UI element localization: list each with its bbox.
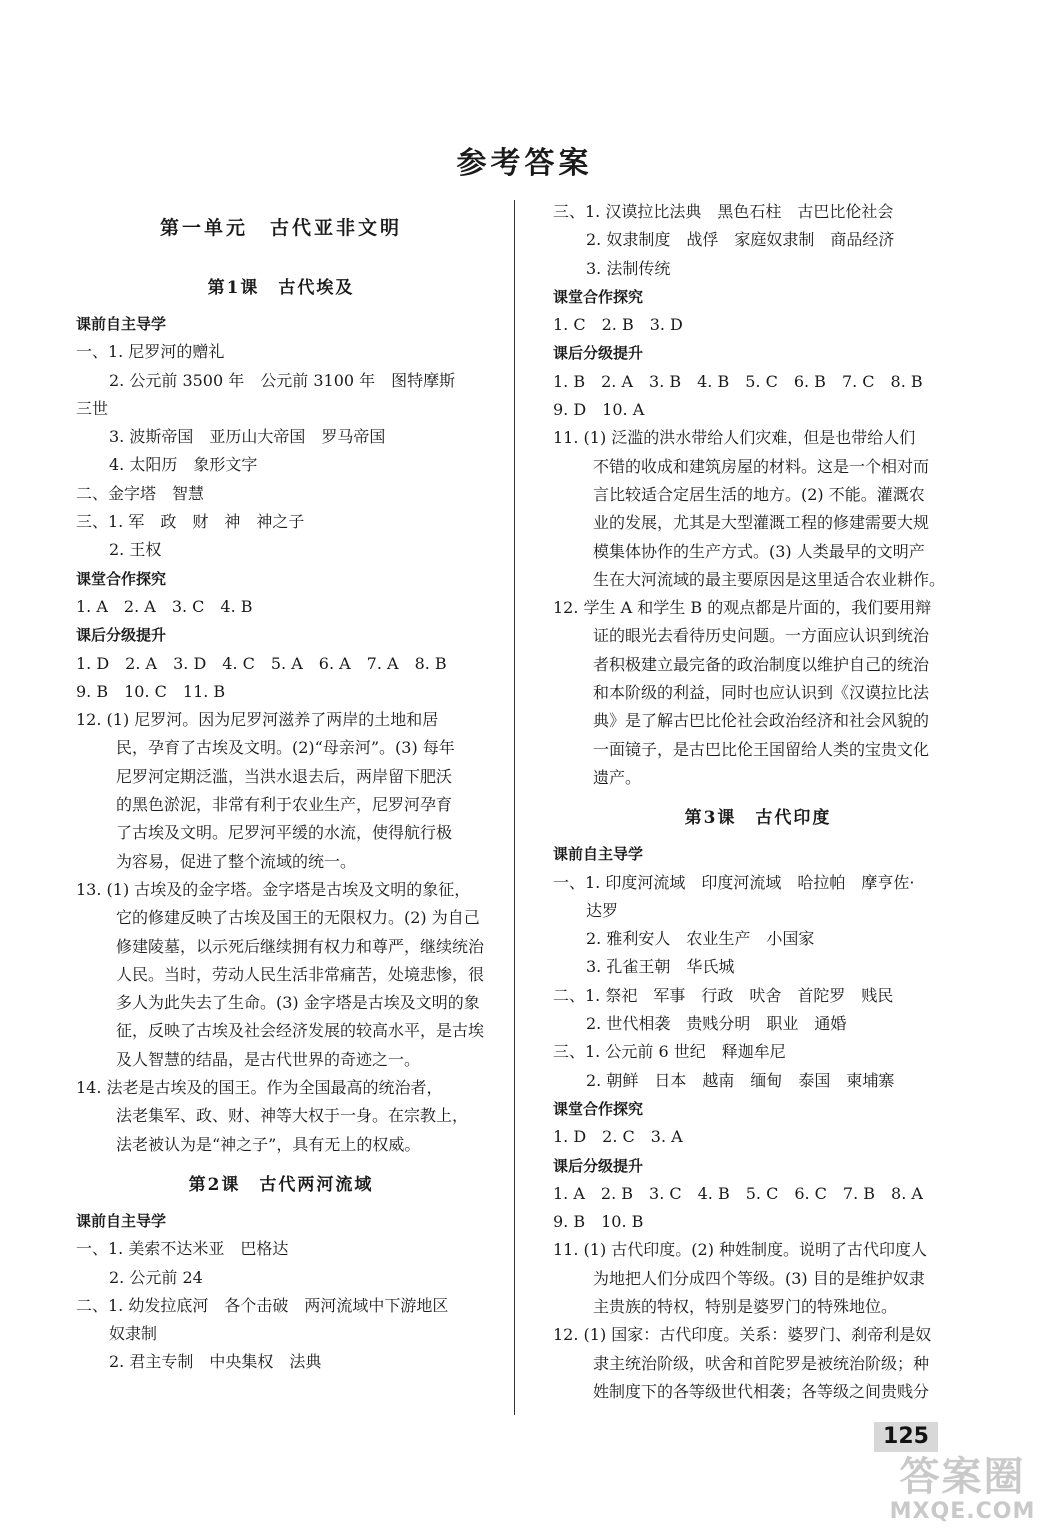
- answer-line: 二、1. 幼发拉底河 各个击破 两河流域中下游地区: [76, 1295, 449, 1315]
- answer-line: 2. 世代相袭 贵贱分明 职业 通婚: [586, 1014, 847, 1034]
- page-number: 125: [874, 1422, 938, 1452]
- answer-line: 多人为此失去了生命。(3) 金字塔是古埃及文明的象: [116, 993, 480, 1013]
- answer-line: 一、1. 印度河流域 印度河流域 哈拉帕 摩亨佐·: [553, 872, 915, 892]
- answer-line: 1. C 2. B 3. D: [553, 315, 683, 335]
- answer-line: 它的修建反映了古埃及国王的无限权力。(2) 为自己: [116, 908, 480, 928]
- section-heading: 课堂合作探究: [553, 1099, 644, 1118]
- answer-line: 3. 孔雀王朝 华氏城: [586, 957, 735, 977]
- page-title: 参考答案: [456, 146, 593, 181]
- section-heading: 课前自主导学: [76, 1211, 167, 1230]
- answer-line: 一、1. 美索不达米亚 巴格达: [76, 1239, 289, 1259]
- answer-line: 法老集军、政、财、神等大权于一身。在宗教上，: [116, 1106, 469, 1126]
- answer-line: 1. A 2. A 3. C 4. B: [76, 596, 253, 616]
- watermark-url: MXQE.COM: [889, 1499, 1036, 1524]
- column-divider: [514, 200, 515, 1415]
- answer-line: 11. (1) 古代印度。(2) 种姓制度。说明了古代印度人: [553, 1240, 928, 1260]
- answer-line: 达罗: [586, 900, 619, 920]
- answer-line: 及人智慧的结晶，是古代世界的奇迹之一。: [116, 1049, 421, 1069]
- answer-line: 为容易，促进了整个流域的统一。: [116, 851, 357, 871]
- answer-line: 1. D 2. A 3. D 4. C 5. A 6. A 7. A 8. B: [76, 653, 447, 673]
- answer-line: 征，反映了古埃及社会经济发展的较高水平，是古埃: [116, 1021, 485, 1041]
- answer-line: 模集体协作的生产方式。(3) 人类最早的文明产: [593, 541, 925, 561]
- answer-line: 二、1. 祭祀 军事 行政 吠舍 首陀罗 贱民: [553, 985, 894, 1005]
- answer-line: 12. (1) 尼罗河。因为尼罗河滋养了两岸的土地和居: [76, 710, 439, 730]
- answer-line: 生在大河流域的最主要原因是这里适合农业耕作。: [593, 569, 946, 589]
- answer-line: 三世: [76, 398, 109, 418]
- answer-line: 2. 君主专制 中央集权 法典: [109, 1352, 322, 1372]
- answer-line: 证的眼光去看待历史问题。一方面应认识到统治: [593, 626, 930, 646]
- answer-line: 12. (1) 国家：古代印度。关系：婆罗门、刹帝利是奴: [553, 1325, 932, 1345]
- answer-line: 言比较适合定居生活的地方。(2) 不能。灌溉农: [593, 484, 925, 504]
- watermark-logo-text: 答案圈: [899, 1454, 1026, 1500]
- answer-line: 不错的收成和建筑房屋的材料。这是一个相对而: [593, 456, 930, 476]
- answer-line: 者积极建立最完备的政治制度以维护自己的统治: [593, 654, 930, 674]
- answer-line: 二、金字塔 智慧: [76, 483, 205, 503]
- answer-line: 14. 法老是古埃及的国王。作为全国最高的统治者，: [76, 1078, 443, 1098]
- answer-line: 9. B 10. C 11. B: [76, 681, 226, 701]
- answer-line: 的黑色淤泥，非常有利于农业生产，尼罗河孕育: [116, 795, 453, 815]
- answer-line: 了古埃及文明。尼罗河平缓的水流，使得航行极: [116, 823, 453, 843]
- section-heading: 课堂合作探究: [76, 569, 167, 588]
- section-heading: 课前自主导学: [76, 315, 167, 333]
- lesson-heading: 第2课 古代两河流域: [188, 1174, 374, 1195]
- answer-line: 主贵族的特权，特别是婆罗门的特殊地位。: [593, 1296, 898, 1316]
- answer-line: 一、1. 尼罗河的赠礼: [76, 342, 225, 362]
- answer-line: 三、1. 汉谟拉比法典 黑色石柱 古巴比伦社会: [553, 202, 894, 221]
- answer-line: 民，孕育了古埃及文明。(2)“母亲河”。(3) 每年: [116, 738, 455, 758]
- answer-line: 和本阶级的利益，同时也应认识到《汉谟拉比法: [593, 683, 930, 703]
- answer-line: 典》是了解古巴比伦社会政治经济和社会风貌的: [593, 711, 930, 731]
- answer-line: 三、1. 军 政 财 神 神之子: [76, 512, 305, 532]
- right-column: [553, 198, 963, 1406]
- answer-line: 12. 学生 A 和学生 B 的观点都是片面的，我们要用辩: [553, 598, 932, 618]
- answer-line: 三、1. 公元前 6 世纪 释迦牟尼: [553, 1042, 786, 1062]
- answer-line: 2. 公元前 3500 年 公元前 3100 年 图特摩斯: [109, 370, 456, 390]
- answer-line: 4. 太阳历 象形文字: [109, 455, 258, 475]
- answer-line: 2. 朝鲜 日本 越南 缅甸 泰国 柬埔寨: [586, 1070, 895, 1090]
- unit-heading: 第一单元 古代亚非文明: [159, 217, 402, 239]
- answer-line: 13. (1) 古埃及的金字塔。金字塔是古埃及文明的象征，: [76, 879, 471, 899]
- answer-line: 11. (1) 泛滥的洪水带给人们灾难，但是也带给人们: [553, 428, 916, 448]
- answer-line: 3. 波斯帝国 亚历山大帝国 罗马帝国: [109, 427, 386, 447]
- answer-line: 2. 王权: [109, 540, 162, 560]
- answer-line: 姓制度下的各等级世代相袭；各等级之间贵贱分: [593, 1381, 930, 1401]
- answer-line: 业的发展，尤其是大型灌溉工程的修建需要大规: [593, 513, 930, 533]
- answer-line: 1. B 2. A 3. B 4. B 5. C 6. B 7. C 8. B: [553, 371, 923, 391]
- section-heading: 课堂合作探究: [553, 287, 644, 306]
- answer-line: 2. 奴隶制度 战俘 家庭奴隶制 商品经济: [586, 230, 895, 250]
- lesson-heading: 第3课 古代印度: [684, 808, 832, 829]
- answer-line: 3. 法制传统: [586, 258, 671, 278]
- answer-line: 为地把人们分成四个等级。(3) 目的是维护奴隶: [593, 1268, 925, 1288]
- answer-line: 隶主统治阶级，吠舍和首陀罗是被统治阶级；种: [593, 1353, 930, 1373]
- answer-line: 1. A 2. B 3. C 4. B 5. C 6. C 7. B 8. A: [553, 1183, 923, 1203]
- answer-line: 法老被认为是“神之子”，具有无上的权威。: [116, 1134, 421, 1154]
- answer-line: 2. 公元前 24: [109, 1267, 203, 1287]
- answer-line: 尼罗河定期泛滥，当洪水退去后，两岸留下肥沃: [116, 766, 453, 786]
- answer-line: 奴隶制: [109, 1324, 158, 1344]
- answer-line: 遗产。: [593, 767, 642, 787]
- answer-line: 人民。当时，劳动人民生活非常痛苦，处境悲惨，很: [116, 964, 485, 984]
- left-column: [76, 198, 486, 1377]
- section-heading: 课前自主导学: [553, 845, 644, 864]
- answer-line: 1. D 2. C 3. A: [553, 1127, 683, 1147]
- answer-line: 9. B 10. B: [553, 1212, 644, 1232]
- answer-line: 一面镜子，是古巴比伦王国留给人类的宝贵文化: [593, 739, 930, 759]
- section-heading: 课后分级提升: [76, 626, 167, 645]
- answer-line: 修建陵墓，以示死后继续拥有权力和尊严，继续统治: [116, 936, 485, 956]
- section-heading: 课后分级提升: [553, 1156, 644, 1175]
- lesson-heading: 第1课 古代埃及: [207, 278, 355, 298]
- watermark-logo: [880, 1455, 1045, 1533]
- answer-line: 2. 雅利安人 农业生产 小国家: [586, 929, 815, 949]
- section-heading: 课后分级提升: [553, 344, 644, 363]
- answer-line: 9. D 10. A: [553, 400, 645, 420]
